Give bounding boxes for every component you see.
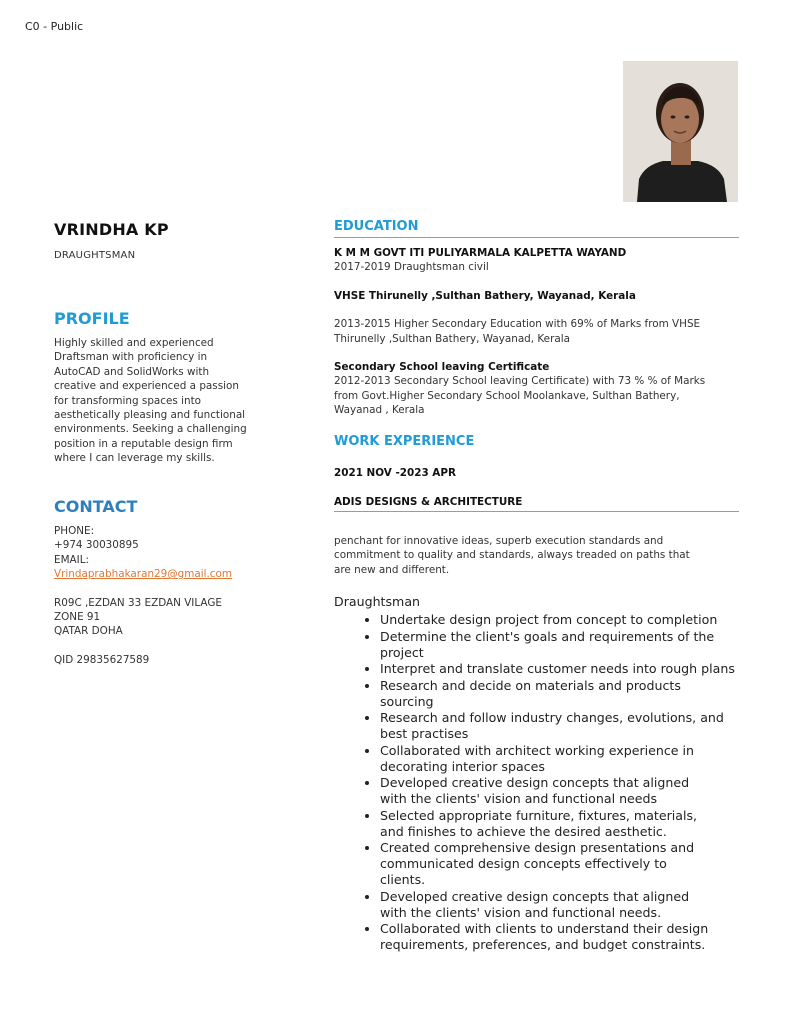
address-line: R09C ,EZDAN 33 EZDAN VILAGE [54,596,222,609]
list-item: • Determine the client's goals and requirements of the project [380,629,744,661]
address-line: QATAR DOHA [54,625,123,638]
list-item: • Collaborated with clients to understand their design requirements, preferences, and budget constraints. [380,921,744,953]
list-item: • Undertake design project from concept to completion [380,612,744,628]
profile-line: where I can leverage my skills. [54,452,215,465]
profile-heading: PROFILE [54,309,130,328]
list-item: • Created comprehensive design presentations and communicated design concepts effectively to clients. [380,840,744,888]
education-school: VHSE Thirunelly ,Sulthan Bathery, Wayanad, Kerala [334,290,636,302]
profile-line: for transforming spaces into [54,394,202,407]
education-entry [334,246,739,275]
list-item: • Research and decide on materials and products sourcing [380,678,744,710]
portrait-image [623,61,738,202]
address-line: ZONE 91 [54,611,101,624]
education-detail: 2017-2019 Draughtsman civil [334,261,489,274]
list-item: • Developed creative design concepts that aligned with the clients' vision and functional needs [380,775,744,807]
list-item: • Collaborated with architect working experience in decorating interior spaces [380,743,744,775]
profile-line: creative and experienced a passion [54,380,239,393]
list-item: • Interpret and translate customer needs into rough plans [380,661,744,677]
job-title: Draughtsman [334,594,421,609]
education-school: Secondary School leaving Certificate [334,361,550,373]
profile-line: Highly skilled and experienced [54,337,214,349]
profile-line: AutoCAD and SolidWorks with [54,365,210,378]
summary-line: commitment to quality and standards, always treaded on paths that [334,549,690,562]
contact-block [54,524,284,667]
education-entry [334,289,739,346]
classification-label: C0 - Public [25,20,84,33]
qid-number: QID 29835627589 [54,653,150,666]
work-company: ADIS DESIGNS & ARCHITECTURE [334,496,523,508]
list-item: • Selected appropriate furniture, fixtures, materials, and finishes to achieve the desired aesthetic. [380,808,744,840]
education-heading: EDUCATION [334,219,419,234]
profile-line: position in a reputable design firm [54,437,233,450]
work-duties [334,594,744,954]
phone-number: +974 30030895 [54,539,139,552]
work-period: 2021 NOV -2023 APR [334,467,456,479]
education-divider [334,237,739,238]
email-label: EMAIL: [54,553,89,566]
education-detail: from Govt.Higher Secondary School Moolankave, Sulthan Bathery, [334,389,680,402]
profile-photo [623,61,738,202]
education-school: K M M GOVT ITI PULIYARMALA KALPETTA WAYAND [334,247,627,259]
profile-text [54,336,269,466]
email-link[interactable]: Vrindaprabhakaran29@gmail.com [54,568,232,581]
education-detail: Wayanad , Kerala [334,404,425,417]
summary-line: are new and different. [334,563,450,576]
education-entry [334,360,739,418]
candidate-name: VRINDHA KP [54,220,169,239]
education-detail: 2012-2013 Secondary School leaving Certificate) with 73 % % of Marks [334,375,706,388]
education-detail: 2013-2015 Higher Secondary Education with 69% of Marks from VHSE [334,318,701,331]
phone-label: PHONE: [54,525,95,537]
list-item: • Research and follow industry changes, evolutions, and best practises [380,710,744,742]
duties-list [334,612,744,953]
work-experience-heading: WORK EXPERIENCE [334,434,475,449]
summary-line: penchant for innovative ideas, superb execution standards and [334,535,664,547]
work-summary [334,534,739,577]
profile-line: Draftsman with proficiency in [54,351,208,364]
work-divider [334,511,739,512]
candidate-role: DRAUGHTSMAN [54,250,136,261]
profile-line: aesthetically pleasing and functional [54,409,246,422]
list-item: • Developed creative design concepts that aligned with the clients' vision and functional needs. [380,889,744,921]
profile-line: environments. Seeking a challenging [54,423,247,436]
education-detail: Thirunelly ,Sulthan Bathery, Wayanad, Kerala [334,332,570,345]
contact-heading: CONTACT [54,497,138,516]
